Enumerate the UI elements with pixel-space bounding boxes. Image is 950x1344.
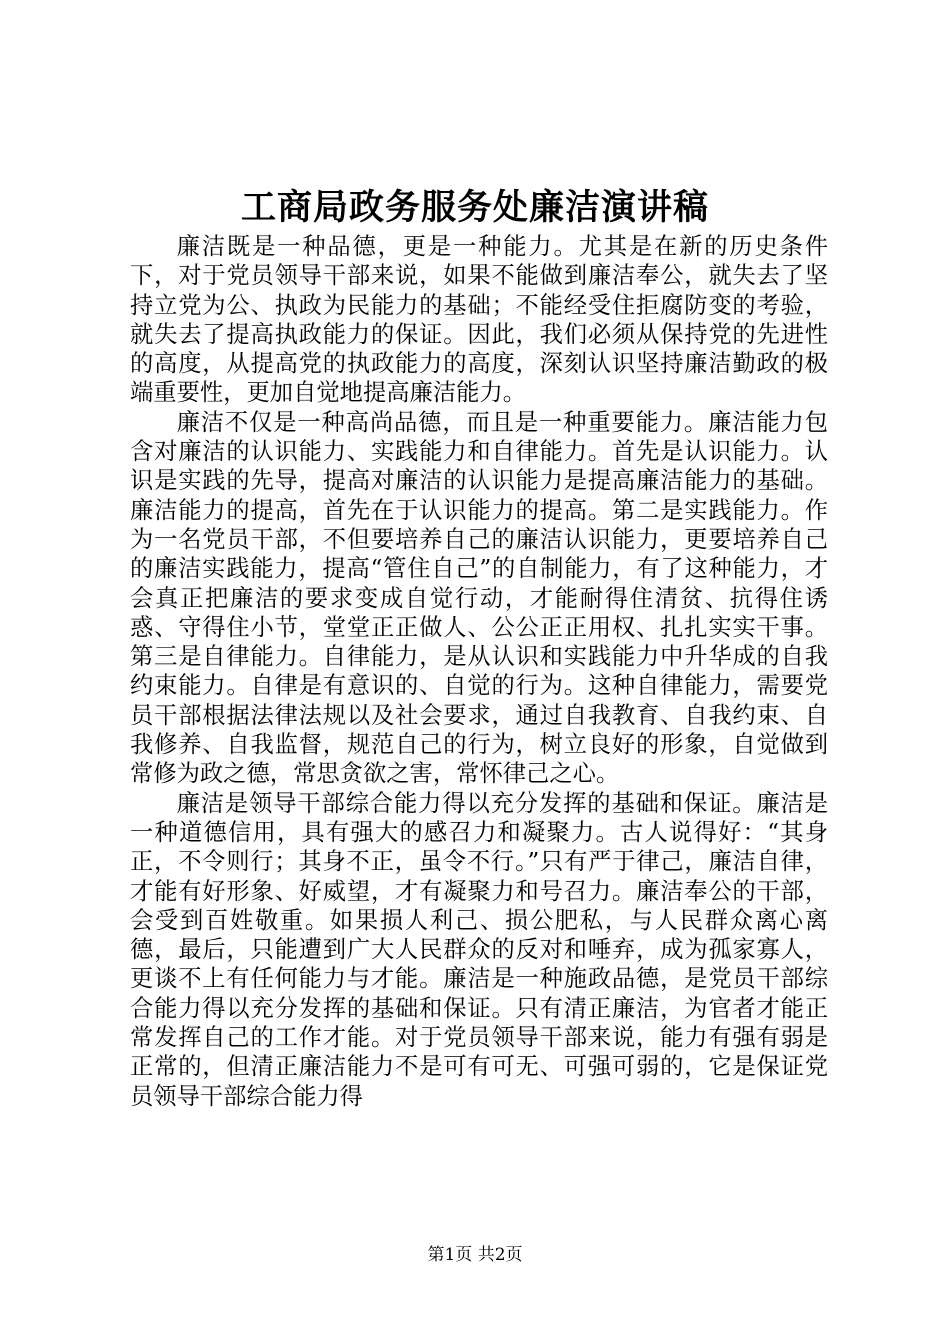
paragraph-3: 廉洁是领导干部综合能力得以充分发挥的基础和保证。廉洁是一种道德信用，具有强大的感召力和凝聚力。古人说得好：“其身正，不令则行；其身不正，虽令不行。”只有严于律己，廉洁自律，才能有好形象、好威望，才有凝聚力和号召力。廉洁奉公的干部，会受到百姓敬重。如果损人利己、损公肥私，与人民群众离心离德，最后，只能遭到广大人民群众的反对和唾弃，成为孤家寡人，更谈不上有任何能力与才能。廉洁是一种施政品德，是党员干部综合能力得以充分发挥的基础和保证。只有清正廉洁，为官者才能正常发挥自己的工作才能。对于党员领导干部来说，能力有强有弱是正常的，但清正廉洁能力不是可有可无、可强可弱的，它是保证党员领导干部综合能力得 [130, 789, 828, 1110]
document-body [130, 232, 828, 1111]
paragraph-1: 廉洁既是一种品德，更是一种能力。尤其是在新的历史条件下，对于党员领导干部来说，如果不能做到廉洁奉公，就失去了坚持立党为公、执政为民能力的基础；不能经受住拒腐防变的考验，就失去了提高执政能力的保证。因此，我们必须从保持党的先进性的高度，从提高党的执政能力的高度，深刻认识坚持廉洁勤政的极端重要性，更加自觉地提高廉洁能力。 [130, 233, 828, 407]
paragraph-2: 廉洁不仅是一种高尚品德，而且是一种重要能力。廉洁能力包含对廉洁的认识能力、实践能力和自律能力。首先是认识能力。认识是实践的先导，提高对廉洁的认识能力是提高廉洁能力的基础。廉洁能力的提高，首先在于认识能力的提高。第二是实践能力。作为一名党员干部，不但要培养自己的廉洁认识能力，更要培养自己的廉洁实践能力，提高“管住自己”的自制能力，有了这种能力，才会真正把廉洁的要求变成自觉行动，才能耐得住清贫、抗得住诱惑、守得住小节，堂堂正正做人、公公正正用权、扎扎实实干事。第三是自律能力。自律能力，是从认识和实践能力中升华成的自我约束能力。自律是有意识的、自觉的行为。这种自律能力，需要党员干部根据法律法规以及社会要求，通过自我教育、自我约束、自我修养、自我监督，规范自己的行为，树立良好的形象，自觉做到常修为政之德，常思贪欲之害，常怀律己之心。 [130, 408, 828, 788]
page-number: 第1页 共2页 [427, 1245, 523, 1265]
document-title: 工商局政务服务处廉洁演讲稿 [240, 187, 709, 228]
